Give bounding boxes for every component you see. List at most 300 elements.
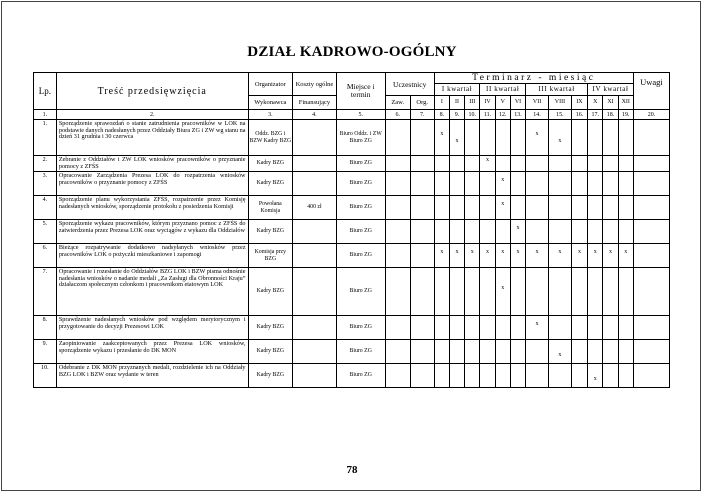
row-uwagi xyxy=(633,268,669,316)
month-cell xyxy=(588,340,603,364)
month-mark xyxy=(588,131,602,138)
month-mark xyxy=(603,157,617,164)
month-mark: x xyxy=(516,248,520,255)
month-mark xyxy=(588,201,602,208)
month-cell xyxy=(571,220,587,244)
month-cell xyxy=(510,340,525,364)
plan-body xyxy=(34,120,670,388)
month-mark xyxy=(496,157,510,164)
month-cell xyxy=(618,340,633,364)
month-mark xyxy=(549,164,571,171)
row-description: Sporządzenie sprawozdań o stanie zatrudnienia pracowników w LOK na podstawie danych nadesłanych przez Oddziały Biura ZG i ZW wg stanu na dzień 31 grudnia i 30 czerwca xyxy=(56,120,248,156)
month-mark xyxy=(549,131,571,138)
row-organizator: Komisja przy BZG xyxy=(248,244,293,268)
month-mark xyxy=(526,328,548,335)
month-mark xyxy=(480,225,494,232)
row-org xyxy=(410,120,434,156)
month-mark: x xyxy=(455,248,459,255)
month-mark xyxy=(619,157,633,164)
month-mark xyxy=(435,177,449,184)
month-mark xyxy=(572,131,587,138)
column-number: 16. xyxy=(571,110,587,120)
table-row xyxy=(34,268,670,316)
month-mark: x xyxy=(440,130,444,137)
month-cell xyxy=(548,220,571,244)
month-mark xyxy=(496,256,510,263)
month-mark xyxy=(511,285,525,292)
column-number: 9. xyxy=(449,110,464,120)
month-mark: x xyxy=(558,137,562,144)
month-mark xyxy=(511,164,525,171)
month-mark xyxy=(511,201,525,208)
month-mark xyxy=(511,292,525,299)
row-description: Odebranie z DK MON przyznanych medali, rozdzielenie ich na Oddziały BZG LOK i BZW oraz wydanie w teren xyxy=(56,364,248,388)
page-number: 78 xyxy=(346,464,358,476)
month-mark xyxy=(619,201,633,208)
month-cell xyxy=(526,156,549,172)
month-mark xyxy=(588,352,602,359)
month-mark xyxy=(588,369,602,376)
header-quarter-4: IV kwartał xyxy=(588,84,634,96)
month-mark xyxy=(526,177,548,184)
month-mark xyxy=(435,184,449,191)
month-cell xyxy=(510,196,525,220)
month-mark xyxy=(450,369,464,376)
month-mark xyxy=(572,157,587,164)
month-cell xyxy=(465,156,480,172)
month-mark xyxy=(526,256,548,263)
month-cell xyxy=(495,220,510,244)
month-cell xyxy=(526,220,549,244)
row-description: Sporządzenie wykazu pracowników, którym przyznano pomoc z ZFŚS do zatwierdzenia przez Prezesa LOK oraz wyciągów z wykazu dla Oddziałów xyxy=(56,220,248,244)
month-mark xyxy=(588,208,602,215)
month-cell xyxy=(465,364,480,388)
row-miejsce: Biuro ZG xyxy=(336,196,385,220)
month-cell xyxy=(588,364,603,388)
month-mark xyxy=(526,201,548,208)
row-lp: 7. xyxy=(34,268,57,316)
month-mark xyxy=(572,321,587,328)
month-mark xyxy=(480,352,494,359)
month-mark xyxy=(435,369,449,376)
month-mark xyxy=(496,345,510,352)
month-mark xyxy=(450,131,464,138)
column-number: 7. xyxy=(410,110,434,120)
row-koszty xyxy=(293,156,337,172)
row-organizator: Kadry BZG xyxy=(248,316,293,340)
month-mark xyxy=(435,345,449,352)
month-mark xyxy=(603,201,617,208)
month-mark xyxy=(603,285,617,292)
row-koszty xyxy=(293,120,337,156)
table-row xyxy=(34,316,670,340)
month-cell xyxy=(434,220,449,244)
row-koszty xyxy=(293,268,337,316)
month-mark: x xyxy=(535,320,539,327)
column-number-row xyxy=(34,110,670,120)
month-cell xyxy=(618,120,633,156)
month-mark xyxy=(435,352,449,359)
month-mark xyxy=(549,328,571,335)
row-uwagi xyxy=(633,120,669,156)
month-mark xyxy=(603,225,617,232)
month-cell xyxy=(510,172,525,196)
month-mark xyxy=(603,177,617,184)
month-mark xyxy=(435,321,449,328)
row-organizator: Kadry BZG xyxy=(248,172,293,196)
month-cell xyxy=(526,196,549,220)
row-miejsce: Biuro ZG xyxy=(336,364,385,388)
month-cell xyxy=(465,268,480,316)
month-mark xyxy=(603,292,617,299)
plan-table xyxy=(33,72,670,388)
table-row xyxy=(34,244,670,268)
month-mark xyxy=(603,138,617,145)
month-mark: x xyxy=(455,137,459,144)
month-cell xyxy=(603,220,618,244)
month-mark xyxy=(619,138,633,145)
month-mark xyxy=(511,138,525,145)
row-miejsce: Biuro ZG xyxy=(336,268,385,316)
month-cell xyxy=(434,316,449,340)
month-mark xyxy=(511,131,525,138)
header-quarter-3: III kwartał xyxy=(526,84,588,96)
month-mark xyxy=(526,184,548,191)
row-zaw xyxy=(385,156,410,172)
month-cell xyxy=(618,156,633,172)
month-mark xyxy=(450,285,464,292)
month-mark xyxy=(549,256,571,263)
month-mark xyxy=(480,201,494,208)
header-month: VII xyxy=(526,96,549,110)
row-zaw xyxy=(385,196,410,220)
month-mark xyxy=(480,256,494,263)
month-mark xyxy=(603,369,617,376)
month-cell xyxy=(588,244,603,268)
row-uwagi xyxy=(633,340,669,364)
row-zaw xyxy=(385,244,410,268)
month-mark xyxy=(572,138,587,145)
header-organizator: Organizator xyxy=(248,73,293,96)
header-uwagi: Uwagi xyxy=(633,73,669,110)
month-cell xyxy=(548,268,571,316)
month-mark xyxy=(549,157,571,164)
month-mark xyxy=(549,232,571,239)
row-description: Sprawdzenie nadesłanych wniosków pod względem merytorycznym i przygotowanie do decyzji Prezesowi LOK xyxy=(56,316,248,340)
month-cell xyxy=(618,268,633,316)
month-cell xyxy=(449,156,464,172)
month-cell xyxy=(618,364,633,388)
month-mark xyxy=(435,208,449,215)
month-cell xyxy=(434,156,449,172)
column-number: 2. xyxy=(56,110,248,120)
month-mark xyxy=(619,177,633,184)
month-mark xyxy=(465,225,479,232)
month-mark: x xyxy=(609,248,612,255)
row-lp: 5. xyxy=(34,220,57,244)
month-mark xyxy=(619,285,633,292)
month-mark xyxy=(603,164,617,171)
table-row xyxy=(34,340,670,364)
month-mark xyxy=(511,232,525,239)
column-number: 10. xyxy=(465,110,480,120)
month-cell xyxy=(510,268,525,316)
month-mark: x xyxy=(470,248,474,255)
month-mark xyxy=(450,232,464,239)
month-mark xyxy=(480,138,494,145)
month-mark xyxy=(603,328,617,335)
month-cell xyxy=(480,268,495,316)
column-number: 19. xyxy=(618,110,633,120)
month-mark xyxy=(496,321,510,328)
month-mark xyxy=(619,164,633,171)
month-mark xyxy=(588,321,602,328)
month-mark xyxy=(511,369,525,376)
month-mark xyxy=(435,376,449,383)
month-mark xyxy=(511,352,525,359)
table-row xyxy=(34,196,670,220)
month-cell xyxy=(588,120,603,156)
month-mark xyxy=(465,321,479,328)
month-mark xyxy=(526,345,548,352)
row-description: Sporządzenie planu wykorzystania ZFŚS, rozpatrzenie przez Komisję nadesłanych wniosków, sporządzenie protokołu z posiedzenia Komisji xyxy=(56,196,248,220)
month-mark xyxy=(435,285,449,292)
month-cell xyxy=(526,316,549,340)
month-cell xyxy=(510,120,525,156)
header-month: IV xyxy=(480,96,495,110)
header-month: II xyxy=(449,96,464,110)
month-mark xyxy=(603,131,617,138)
header-koszty: Koszty ogólne xyxy=(293,73,337,96)
month-cell xyxy=(548,196,571,220)
row-koszty xyxy=(293,316,337,340)
month-mark xyxy=(588,285,602,292)
month-mark xyxy=(549,376,571,383)
month-mark xyxy=(549,201,571,208)
row-org xyxy=(410,172,434,196)
column-number: 6. xyxy=(385,110,410,120)
month-cell xyxy=(495,364,510,388)
month-cell xyxy=(603,196,618,220)
row-lp: 3. xyxy=(34,172,57,196)
month-mark xyxy=(496,376,510,383)
month-cell xyxy=(618,196,633,220)
month-cell xyxy=(449,340,464,364)
month-mark xyxy=(450,208,464,215)
month-mark xyxy=(465,157,479,164)
month-mark xyxy=(619,232,633,239)
month-mark xyxy=(450,328,464,335)
row-description: Opracowanie Zarządzenia Prezesa LOK do rozpatrzenia wniosków pracowników o przyznanie pomocy z ZFŚS xyxy=(56,172,248,196)
month-cell xyxy=(465,120,480,156)
month-cell xyxy=(465,172,480,196)
month-cell xyxy=(588,268,603,316)
month-cell xyxy=(480,172,495,196)
month-cell xyxy=(449,172,464,196)
month-mark xyxy=(588,328,602,335)
row-lp: 4. xyxy=(34,196,57,220)
row-lp: 2. xyxy=(34,156,57,172)
month-mark xyxy=(572,352,587,359)
month-mark xyxy=(511,208,525,215)
month-mark xyxy=(435,225,449,232)
month-mark xyxy=(465,285,479,292)
row-org xyxy=(410,244,434,268)
month-cell xyxy=(603,316,618,340)
month-mark: x xyxy=(558,248,562,255)
month-mark xyxy=(496,184,510,191)
month-mark xyxy=(496,369,510,376)
row-organizator: Oddz. BZG i BZW Kadry BZG xyxy=(248,120,293,156)
header-month: III xyxy=(465,96,480,110)
month-mark xyxy=(480,177,494,184)
month-cell xyxy=(603,172,618,196)
row-uwagi xyxy=(633,244,669,268)
month-mark xyxy=(603,321,617,328)
row-miejsce: Biuro ZG xyxy=(336,156,385,172)
month-cell xyxy=(548,364,571,388)
month-mark xyxy=(526,225,548,232)
month-mark xyxy=(572,256,587,263)
month-mark: x xyxy=(501,176,505,183)
month-cell xyxy=(480,156,495,172)
month-mark xyxy=(435,164,449,171)
header-month: IX xyxy=(571,96,587,110)
month-cell xyxy=(526,244,549,268)
header-org: Org. xyxy=(410,96,434,110)
month-mark xyxy=(450,376,464,383)
month-mark xyxy=(465,138,479,145)
month-cell xyxy=(480,316,495,340)
month-cell xyxy=(571,156,587,172)
month-cell xyxy=(588,172,603,196)
month-cell xyxy=(571,268,587,316)
header-month: XII xyxy=(618,96,633,110)
month-mark xyxy=(480,328,494,335)
month-mark xyxy=(511,157,525,164)
month-mark xyxy=(572,345,587,352)
month-mark: x xyxy=(624,248,628,255)
month-mark xyxy=(619,225,633,232)
month-mark xyxy=(588,177,602,184)
month-mark xyxy=(572,376,587,383)
month-mark xyxy=(603,256,617,263)
month-cell xyxy=(434,196,449,220)
row-lp: 6. xyxy=(34,244,57,268)
month-mark xyxy=(572,328,587,335)
month-mark xyxy=(572,164,587,171)
month-mark xyxy=(450,345,464,352)
row-koszty xyxy=(293,244,337,268)
month-mark xyxy=(511,376,525,383)
month-mark xyxy=(435,232,449,239)
column-number: 12. xyxy=(495,110,510,120)
month-cell xyxy=(588,220,603,244)
month-mark xyxy=(588,256,602,263)
month-mark: x xyxy=(440,248,444,255)
month-mark xyxy=(572,177,587,184)
month-cell xyxy=(618,244,633,268)
month-mark xyxy=(549,369,571,376)
month-cell xyxy=(495,268,510,316)
header-month: V xyxy=(495,96,510,110)
month-mark: x xyxy=(516,224,520,231)
month-mark xyxy=(549,177,571,184)
month-mark: x xyxy=(593,375,597,382)
month-mark xyxy=(450,164,464,171)
month-mark xyxy=(526,208,548,215)
header-month: XI xyxy=(603,96,618,110)
month-mark xyxy=(549,225,571,232)
month-cell xyxy=(449,268,464,316)
row-zaw xyxy=(385,340,410,364)
column-number: 4. xyxy=(293,110,337,120)
month-mark xyxy=(450,157,464,164)
month-cell xyxy=(449,120,464,156)
month-mark: x xyxy=(501,200,505,207)
row-uwagi xyxy=(633,364,669,388)
month-mark xyxy=(511,328,525,335)
month-mark xyxy=(588,232,602,239)
header-miejsce: Miejsce i termin xyxy=(336,73,385,110)
month-mark xyxy=(450,225,464,232)
month-cell xyxy=(548,316,571,340)
row-org xyxy=(410,220,434,244)
row-uwagi xyxy=(633,172,669,196)
month-cell xyxy=(571,196,587,220)
month-mark xyxy=(465,177,479,184)
row-zaw xyxy=(385,220,410,244)
month-mark xyxy=(588,184,602,191)
column-number: 3. xyxy=(248,110,293,120)
month-mark xyxy=(465,376,479,383)
month-mark xyxy=(511,345,525,352)
row-koszty xyxy=(293,172,337,196)
table-row xyxy=(34,156,670,172)
month-cell xyxy=(480,364,495,388)
month-mark: x xyxy=(558,351,562,358)
month-cell xyxy=(480,340,495,364)
month-cell xyxy=(465,340,480,364)
month-mark xyxy=(465,345,479,352)
month-mark xyxy=(480,285,494,292)
month-cell xyxy=(618,220,633,244)
month-mark xyxy=(496,138,510,145)
month-cell xyxy=(588,156,603,172)
month-mark xyxy=(435,201,449,208)
month-cell xyxy=(571,364,587,388)
month-mark xyxy=(572,225,587,232)
row-organizator: Kadry BZG xyxy=(248,156,293,172)
month-mark xyxy=(619,376,633,383)
column-number: 8. xyxy=(434,110,449,120)
month-mark xyxy=(588,138,602,145)
month-cell xyxy=(571,340,587,364)
month-mark xyxy=(526,369,548,376)
month-mark xyxy=(480,208,494,215)
month-cell xyxy=(526,120,549,156)
row-miejsce: Biuro Oddz. i ZW Biuro ZG xyxy=(336,120,385,156)
month-cell xyxy=(495,156,510,172)
row-org xyxy=(410,268,434,316)
month-cell xyxy=(526,268,549,316)
month-mark xyxy=(496,164,510,171)
month-mark xyxy=(435,157,449,164)
row-org xyxy=(410,156,434,172)
month-cell xyxy=(434,364,449,388)
header-uczestnicy: Uczestnicy xyxy=(385,73,434,96)
month-mark xyxy=(572,285,587,292)
